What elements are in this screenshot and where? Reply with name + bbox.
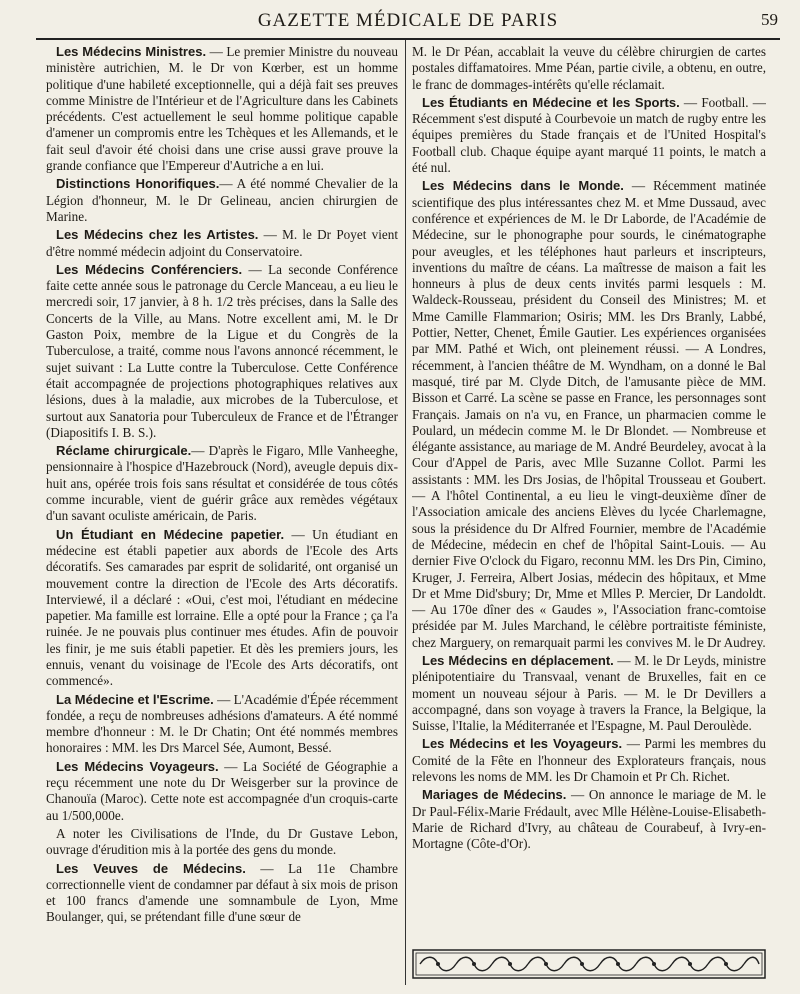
article-heading: Les Médecins Voyageurs. — [56, 758, 219, 774]
article-veuves — [46, 861, 398, 926]
article-sports — [412, 95, 766, 176]
article-text: — La seconde Conférence faite cette année sous le patronage du Cercle Manceau, a eu lieu le mercredi soir, 17 janvier, à 8 h. 1/2 très précises, dans la Salle des Concerts de la Ville, au Mans. Notre excellent ami, M. le Dr Gaston Poix, membre de la Ligue et du Congrès de la Tuberculose, a traité, comme nous l'avons annoncé récemment, le sujet suivant : La Lutte contre la Tuberculose. Cette Conférence était accompagnée de projections photographiques relatives aux lésions, dues à la maladie, aux microbes de la Tuberculose, et surtout aux Sanatoria pour Tuberculeux de France et de l'Étranger (Diapositifs I. B. S.). — [46, 261, 398, 440]
article-text: — A été nommé Chevalier de la Légion d'honneur, M. le Dr Gelineau, ancien chirurgien de Marine. — [46, 176, 398, 224]
article-text: A noter les Civilisations de l'Inde, du Dr Gustave Lebon, ouvrage d'érudition mis à la portée des gens du monde. — [46, 825, 398, 858]
article-heading: Les Étudiants en Médecine et les Sports. — [422, 94, 680, 110]
header-rule — [36, 38, 780, 40]
left-column — [46, 44, 398, 988]
article-heading: Distinctions Honorifiques. — [56, 176, 220, 192]
article-text: M. le Dr Péan, accablait la veuve du célèbre chirurgien de cartes postales diffamatoires. Mme Péan, partie civile, a obtenu, en outre, le franc de dommages-intérêts qu'elle réclamait. — [412, 44, 766, 92]
article-heading: Les Médecins en déplacement. — [422, 652, 614, 668]
article-text: — Football. — Récemment s'est disputé à Courbevoie un match de rugby entre les équipes premières du Stade français et de l'United Hospital's Football club. Chaque équipe ayant marqué 11 points, le match a été nul. — [412, 94, 766, 176]
article-heading: Les Médecins Conférenciers. — [56, 261, 243, 277]
article-escrime — [46, 692, 398, 757]
article-text: — M. le Dr Leyds, ministre plénipotentiaire du Transvaal, venant de Bruxelles, fait en ce moment un nouveau séjour à Paris. — M. le Dr Devillers a accompagné, dans son voyage à travers la France, la Belgique, la Suisse, l'Italie, la Méditerranée et l'Espagne, M. Paul Deroulède. — [412, 652, 766, 734]
article-etudiant-papetier — [46, 527, 398, 690]
article-text: — Récemment matinée scientifique des plus intéressantes chez M. et Mme Dussaud, avec conférence et expériences de M. le Dr Laborde, de l'Académie de Médecine, sur le phonographe pour sourds, le cinématographe pour aveugles, et les téléphones haut parleurs et inscripteurs, inventions du maître de céans. La maîtresse de maison a fait les honneurs à plus de deux cents invités parmi lesquels : M. Waldeck-Rousseau, président du Conseil des Ministres; M. et Mme Camille Flammarion; Osiris; MM. les Drs Branly, Labbé, Pottier, Netter, Chenet, Émile Gautier. Les expériences organisées par MM. Pathé et Wich, ont pleinement réussi. — A Londres, récemment, à l'ancien théâtre de M. Wyndham, on a donné le Bal masqué, tiré par M. Clyde Ditch, de l'amusante pièce de MM. Bisson et Carré. La scène se passe en France, les personnages sont Français. Jamais on n'a vu, en France, un pharmacien comme le Poulard, un médecin comme M. le Dr Blondet. — Nombreuse et élégante assistance, au mariage de M. André Beurdeley, avocat à la Cour d'Appel de Paris, avec Mlle Suzanne Collot. Parmi les assistants : MM. les Drs Josias, de l'hôpital Trousseau et Goubert. — A l'hôtel Continental, a eu lieu le vingt-deuxième dîner de l'Association amicale des anciens Elèves du lycée Charlemagne, sous la présidence du Dr Alfred Fournier, membre de l'Académie de Médecine, médecin en chef de l'hôpital Saint-Louis. — Au dernier Five O'clock du Figaro, reconnu MM. les Drs Pin, Cimino, Kruger, J. Ferreira, Albert Josias, médecin des hôpitaux, et Mme Dr et Mme Did'sbury; Dr, Mme et Mlles P. Mercier, Dr Landoldt. — Au 170e dîner des « Gaudes », l'Association franc-comtoise présidée par M. Jules Marchand, le célèbre portraitiste féministe, chez Marguery, on remarquait parmi les convives M. le Dr Audrey. — [412, 178, 766, 650]
article-text: — On annonce le mariage de M. le Dr Paul-Félix-Marie Frédault, avec Mlle Hélène-Louise-Elisabeth-Marie de Richard d'Ivry, au château de Courabeuf, à Ivry-en-Mortagne (Côte-d'Or). — [412, 787, 766, 852]
article-text: — Le premier Ministre du nouveau ministère autrichien, M. le Dr von Kœrber, est un homme politique d'une habileté exceptionnelle, qui a déjà fait ses preuves comme Ministre de l'Intérieur et de l'Agriculture dans les Cabinets précédents. C'est actuellement le seul homme politique capable d'amener un compromis entre les Tchèques et les Allemands, et le fait seul d'avoir été choisi dans une crise aussi grave prouve la grande confiance que l'Empereur d'Autriche a en lui. — [46, 44, 398, 174]
article-heading: La Médecine et l'Escrime. — [56, 691, 214, 707]
ornamental-border — [412, 944, 766, 984]
article-lebon — [46, 826, 398, 859]
article-conferenciers — [46, 262, 398, 441]
article-text: — La Société de Géographie a reçu récemment une note du Dr Weisgerber sur la province de Chanouïa (Maroc). Cette note est accompagnée d'un croquis-carte au 1/500,000e. — [46, 758, 398, 823]
article-voyageurs — [46, 759, 398, 824]
column-divider — [405, 40, 406, 985]
article-heading: Les Veuves de Médecins. — [56, 860, 246, 876]
page-header — [36, 6, 780, 34]
article-mariages — [412, 787, 766, 852]
page-number: 59 — [761, 10, 778, 29]
right-column — [412, 44, 766, 944]
article-monde — [412, 178, 766, 651]
article-reclame — [46, 443, 398, 524]
article-explorateurs — [412, 736, 766, 785]
article-artistes — [46, 227, 398, 260]
journal-title: GAZETTE MÉDICALE DE PARIS — [257, 10, 559, 31]
article-heading: Les Médecins chez les Artistes. — [56, 227, 259, 243]
article-heading: Les Médecins Ministres. — [56, 44, 207, 59]
article-medecins-ministres — [46, 44, 398, 174]
article-heading: Un Étudiant en Médecine papetier. — [56, 526, 285, 542]
article-heading: Les Médecins et les Voyageurs. — [422, 736, 623, 752]
article-distinctions — [46, 176, 398, 225]
article-text: — Parmi les membres du Comité de la Fête en l'honneur des Explorateurs français, nous relevons les noms de MM. les Dr Chamoin et Pr Ch. Richet. — [412, 736, 766, 785]
article-text: — La 11e Chambre correctionnelle vient de condamner par défaut à six mois de prison et 100 francs d'amende une somnambule de Lyon, Mme Boulanger, qui, se prétendant fille d'une sœur de — [46, 860, 398, 925]
article-text: — Un étudiant en médecine est établi papetier aux abords de l'Ecole des Arts décoratifs. Ses camarades par esprit de solidarité, ont organisé un mouvement contre la direction de l'Ecole des Arts décoratifs. Interviewé, il a déclaré : «Oui, c'est moi, l'étudiant en médecine papetier. Ma famille est lorraine. Elle a opté pour la France ; ça l'a ruinée. Je ne pouvais plus continuer mes études. Afin de pouvoir les finir, je me suis établi papetier. Et dès les premiers jours, les ennuis, venant du voisinage de l'Ecole des Arts décoratifs, ont commencé». — [46, 526, 398, 689]
article-text: — D'après le Figaro, Mlle Vanheeghe, pensionnaire à l'hospice d'Hazebrouck (Nord), aveugle depuis dix-huit ans, opérée trois fois sans résultat et considérée de tous côtés comme incurable, vient de guérir grâce aux remèdes végétaux d'un savant oculiste américain, de Paris. — [46, 443, 398, 524]
article-heading: Mariages de Médecins. — [422, 787, 567, 803]
article-deplacement — [412, 653, 766, 734]
article-text: — L'Académie d'Épée récemment fondée, a reçu de nombreuses adhésions d'amateurs. A été nommé membre d'honneur : M. le Dr Chatin; Ont été nommés membres honoraires : MM. les Drs Marcel Sée, Aumont, Bessé. — [46, 691, 398, 756]
article-heading: Réclame chirurgicale. — [56, 443, 192, 459]
article-veuves-continued — [412, 44, 766, 93]
article-text: — M. le Dr Poyet vient d'être nommé médecin adjoint du Conservatoire. — [46, 227, 398, 259]
article-heading: Les Médecins dans le Monde. — [422, 178, 624, 194]
